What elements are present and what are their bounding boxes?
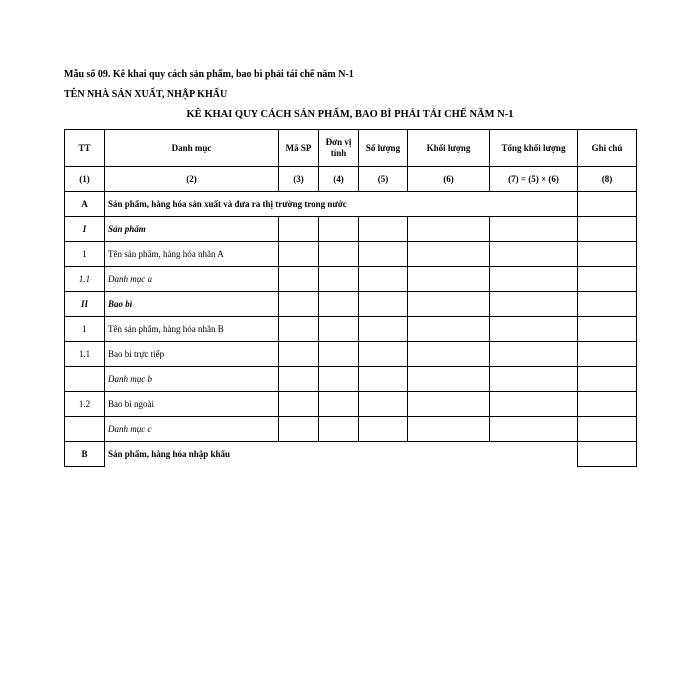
column-number-row	[65, 167, 637, 192]
empty-cell	[319, 392, 359, 417]
table-row	[65, 292, 637, 317]
row-tt: I	[65, 217, 105, 242]
table-row	[65, 317, 637, 342]
row-tt: II	[65, 292, 105, 317]
column-number: (5)	[359, 167, 408, 192]
empty-cell	[359, 417, 408, 442]
empty-cell	[578, 367, 637, 392]
declaration-table	[64, 129, 637, 467]
empty-cell	[490, 242, 578, 267]
empty-cell	[319, 217, 359, 242]
empty-cell	[359, 317, 408, 342]
empty-cell	[578, 392, 637, 417]
column-number: (7) = (5) × (6)	[490, 167, 578, 192]
empty-cell	[359, 217, 408, 242]
table-row	[65, 367, 637, 392]
empty-cell	[319, 342, 359, 367]
row-tt: 1.2	[65, 392, 105, 417]
empty-cell	[319, 317, 359, 342]
empty-cell	[408, 392, 490, 417]
empty-cell	[578, 217, 637, 242]
column-number: (3)	[279, 167, 319, 192]
empty-cell	[490, 342, 578, 367]
empty-cell	[359, 267, 408, 292]
document-title: KÊ KHAI QUY CÁCH SẢN PHẨM, BAO BÌ PHẢI TÁI CHẾ NĂM N-1	[186, 109, 514, 120]
table-row	[65, 217, 637, 242]
row-label: Bao bì trực tiếp	[105, 342, 279, 367]
row-label: Danh mục b	[105, 367, 279, 392]
column-header-tong-khoi-luong: Tổng khối lượng	[490, 130, 578, 167]
empty-cell	[408, 217, 490, 242]
empty-cell	[408, 417, 490, 442]
column-number: (6)	[408, 167, 490, 192]
row-label: Danh mục a	[105, 267, 279, 292]
empty-cell	[279, 392, 319, 417]
empty-cell	[578, 192, 637, 217]
column-header-ghi-chu: Ghi chú	[578, 130, 637, 167]
empty-cell	[578, 342, 637, 367]
empty-cell	[490, 367, 578, 392]
row-label: Bao bì ngoài	[105, 392, 279, 417]
column-header-danh-muc: Danh mục	[105, 130, 279, 167]
empty-cell	[319, 292, 359, 317]
empty-cell	[279, 342, 319, 367]
organization-name: TÊN NHÀ SẢN XUẤT, NHẬP KHẨU	[64, 89, 228, 100]
table-row	[65, 392, 637, 417]
row-label: Sản phẩm, hàng hóa nhập khẩu	[105, 442, 578, 467]
empty-cell	[490, 392, 578, 417]
row-label: Tên sản phẩm, hàng hóa nhãn A	[105, 242, 279, 267]
column-header-tt: TT	[65, 130, 105, 167]
column-header-don-vi-tinh: Đơn vị tính	[319, 130, 359, 167]
empty-cell	[359, 342, 408, 367]
table-header-row	[65, 130, 637, 167]
row-tt: A	[65, 192, 105, 217]
empty-cell	[408, 267, 490, 292]
table-row	[65, 267, 637, 292]
empty-cell	[490, 267, 578, 292]
row-tt: 1	[65, 317, 105, 342]
table-row	[65, 242, 637, 267]
empty-cell	[408, 317, 490, 342]
empty-cell	[319, 417, 359, 442]
table-row	[65, 342, 637, 367]
row-tt	[65, 417, 105, 442]
row-tt: 1.1	[65, 342, 105, 367]
row-tt: 1	[65, 242, 105, 267]
empty-cell	[578, 242, 637, 267]
row-label: Bao bì	[105, 292, 279, 317]
empty-cell	[359, 392, 408, 417]
empty-cell	[319, 367, 359, 392]
column-header-so-luong: Số lượng	[359, 130, 408, 167]
empty-cell	[279, 267, 319, 292]
empty-cell	[359, 367, 408, 392]
empty-cell	[578, 292, 637, 317]
empty-cell	[578, 417, 637, 442]
row-label: Danh mục c	[105, 417, 279, 442]
empty-cell	[408, 367, 490, 392]
row-label: Sản phẩm	[105, 217, 279, 242]
empty-cell	[578, 317, 637, 342]
table-row-section-a	[65, 192, 637, 217]
row-tt	[65, 367, 105, 392]
empty-cell	[490, 217, 578, 242]
empty-cell	[279, 292, 319, 317]
empty-cell	[279, 417, 319, 442]
column-number: (4)	[319, 167, 359, 192]
empty-cell	[578, 267, 637, 292]
column-header-khoi-luong: Khối lượng	[408, 130, 490, 167]
empty-cell	[359, 292, 408, 317]
column-header-ma-sp: Mã SP	[279, 130, 319, 167]
table-row-section-b	[65, 442, 637, 467]
empty-cell	[279, 367, 319, 392]
row-label: Sản phẩm, hàng hóa sản xuất và đưa ra thị trường trong nước	[105, 192, 578, 217]
empty-cell	[408, 292, 490, 317]
empty-cell	[319, 267, 359, 292]
empty-cell	[578, 442, 637, 467]
empty-cell	[490, 292, 578, 317]
empty-cell	[359, 242, 408, 267]
empty-cell	[490, 317, 578, 342]
row-tt: 1.1	[65, 267, 105, 292]
row-label: Tên sản phẩm, hàng hóa nhãn B	[105, 317, 279, 342]
form-code: Mẫu số 09. Kê khai quy cách sản phẩm, bao bì phải tái chế năm N-1	[64, 69, 354, 80]
empty-cell	[279, 217, 319, 242]
empty-cell	[279, 242, 319, 267]
empty-cell	[408, 242, 490, 267]
empty-cell	[319, 242, 359, 267]
empty-cell	[490, 417, 578, 442]
table-row	[65, 417, 637, 442]
column-number: (8)	[578, 167, 637, 192]
row-tt: B	[65, 442, 105, 467]
column-number: (1)	[65, 167, 105, 192]
column-number: (2)	[105, 167, 279, 192]
empty-cell	[408, 342, 490, 367]
empty-cell	[279, 317, 319, 342]
